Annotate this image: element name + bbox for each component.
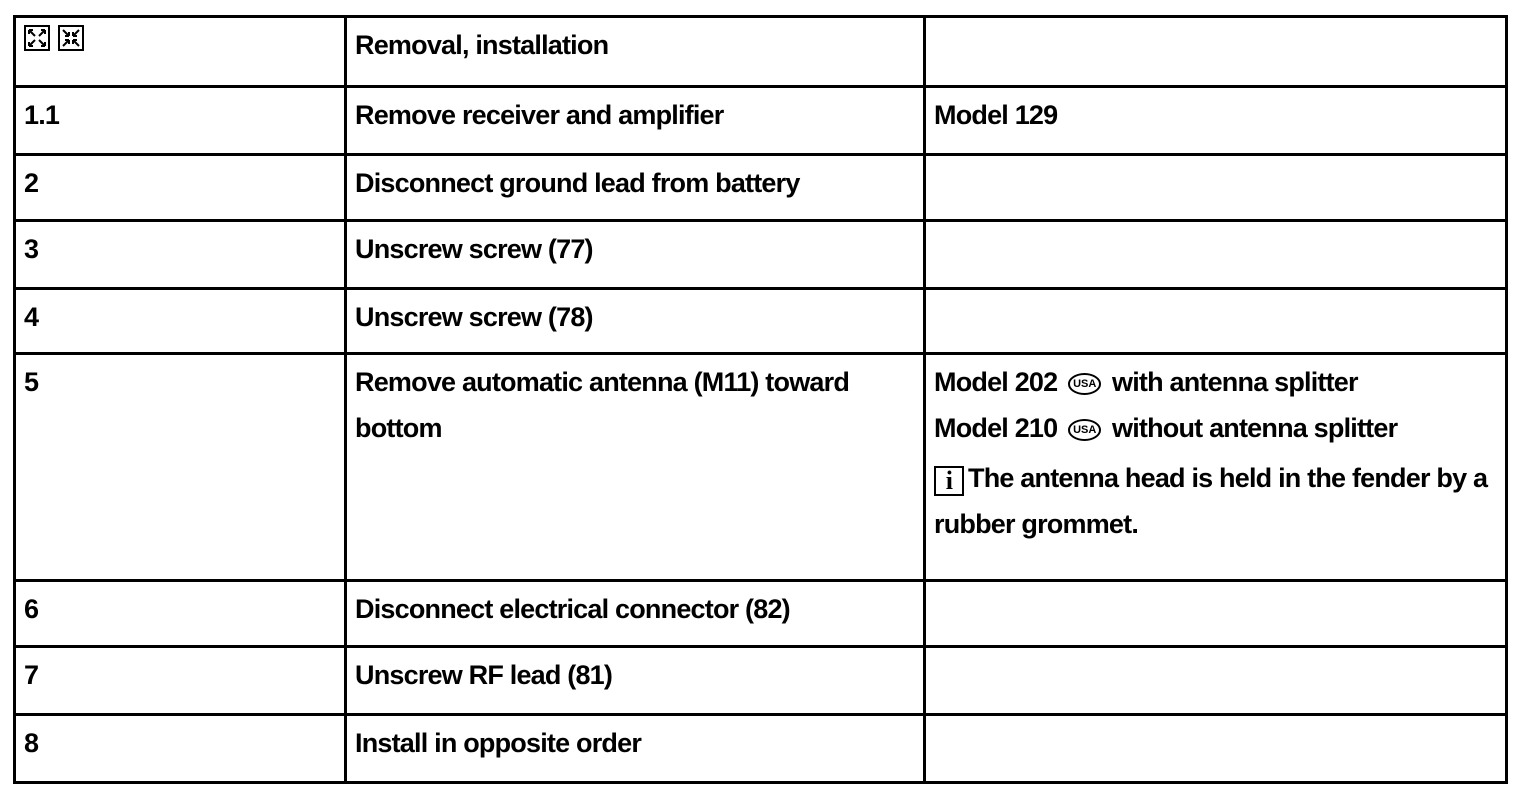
step-action: Disconnect electrical connector (82)	[346, 581, 925, 647]
step-note	[925, 581, 1507, 647]
step-note	[925, 354, 1507, 581]
table-row	[15, 581, 1507, 647]
table-header-row	[15, 17, 1507, 87]
usa-badge-icon: USA	[1068, 419, 1101, 441]
collapse-arrows-icon	[58, 25, 84, 51]
step-action: Install in opposite order	[346, 715, 925, 783]
table-row	[15, 87, 1507, 155]
step-action: Remove automatic antenna (M11) toward bottom	[346, 354, 925, 581]
expand-arrows-icon	[24, 25, 50, 51]
usa-badge-icon: USA	[1068, 373, 1101, 395]
step-note: Model 129	[925, 87, 1507, 155]
info-note	[934, 455, 1497, 547]
table-row	[15, 354, 1507, 581]
header-note	[925, 17, 1507, 87]
table-row	[15, 155, 1507, 221]
step-number: 8	[15, 715, 346, 783]
step-number: 5	[15, 354, 346, 581]
note-line: Model 210 USA without antenna splitter	[934, 413, 1398, 443]
step-number: 4	[15, 289, 346, 354]
step-note	[925, 289, 1507, 354]
step-number: 2	[15, 155, 346, 221]
step-note	[925, 647, 1507, 715]
table-row	[15, 715, 1507, 783]
table-row	[15, 289, 1507, 354]
step-action: Unscrew screw (77)	[346, 221, 925, 289]
step-action: Disconnect ground lead from battery	[346, 155, 925, 221]
info-text: The antenna head is held in the fender by a rubber grommet.	[934, 463, 1488, 539]
step-number: 1.1	[15, 87, 346, 155]
header-title: Removal, installation	[346, 17, 925, 87]
step-action: Remove receiver and amplifier	[346, 87, 925, 155]
step-note	[925, 715, 1507, 783]
procedure-table	[13, 15, 1508, 784]
info-icon: i	[934, 466, 964, 496]
note-line: Model 202 USA with antenna splitter	[934, 367, 1358, 397]
table-row	[15, 647, 1507, 715]
step-action: Unscrew screw (78)	[346, 289, 925, 354]
step-number: 7	[15, 647, 346, 715]
step-note	[925, 221, 1507, 289]
header-icons-cell	[15, 17, 346, 87]
table-row	[15, 221, 1507, 289]
step-number: 6	[15, 581, 346, 647]
step-action: Unscrew RF lead (81)	[346, 647, 925, 715]
step-number: 3	[15, 221, 346, 289]
step-note	[925, 155, 1507, 221]
